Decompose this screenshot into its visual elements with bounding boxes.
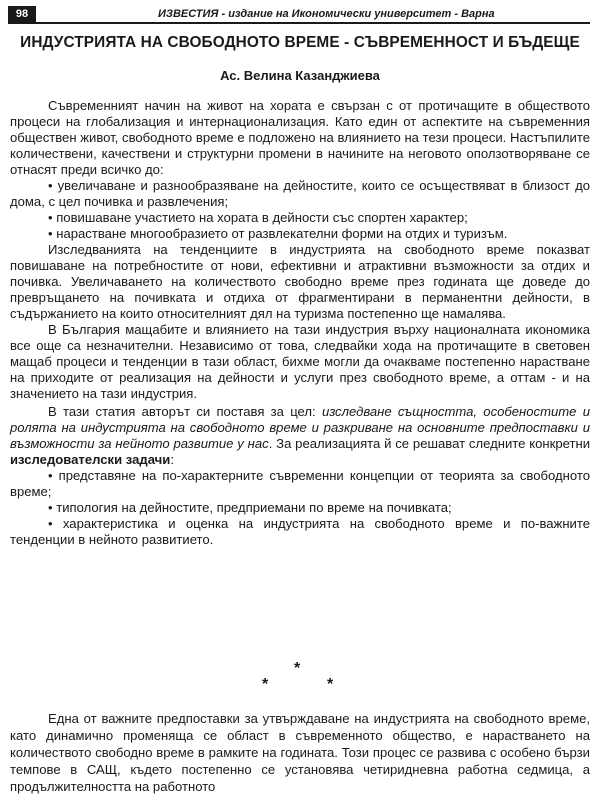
article-author: Ас. Велина Казанджиева [220,68,380,83]
article-body [10,98,590,548]
section-divider [0,660,600,693]
bullet-item: • нарастване многообразието от развлекателни форми на отдих и туризъм. [48,226,508,241]
aim-end: : [170,452,174,467]
article-continuation [10,710,590,795]
article-title: ИНДУСТРИЯТА НА СВОБОДНОТО ВРЕМЕ - СЪВРЕМЕННОСТ И БЪДЕЩЕ [20,34,580,51]
aim-lead: В тази статия авторът си поставя за цел: [48,404,322,419]
paragraph-trends: Изследванията на тенденциите в индустрията на свободното време показват повишаване на потребностите от нови, ефективни и атрактивни възможности за отдих и почивка. Увеличаването на количеството свободно време през годината ще доведе до превръщането на почивката и отдиха от фрагментирани в перманентни дейности, в съдържанието на които относителният дял на туризма постепенно ще намалява. [10,242,590,321]
bullet-item: • увеличаване и разнообразяване на дейностите, които се осъществяват в близост до дома, с цел почивка и развлечения; [10,178,590,209]
asterisk-top: * [294,660,301,677]
asterisk-left: * [262,676,269,693]
bullet-item: • характеристика и оценка на индустрията на свободното време и по-важните тенденции в нейното развитието. [10,516,590,547]
journal-running-head: ИЗВЕСТИЯ - издание на Икономически университет - Варна [158,8,495,20]
running-header [8,6,590,24]
bullet-item: • типология на дейностите, предприемани по време на почивката; [48,500,452,515]
bullet-item: • представяне на по-характерните съвременни концепции от теорията за свободното време; [10,468,590,499]
asterisk-right: * [327,676,334,693]
aim-mid: . За реализацията й се решават следните конкретни [268,436,591,451]
aim-bold: изследователски задачи [10,452,171,467]
paragraph-bulgaria: В България мащабите и влиянието на тази индустрия върху националната икономика все още са незначителни. Независимо от това, следвайки хода на протичащите в световен мащаб процеси и тенденции в тази област, бихме могли да очакваме постепенно нарастване на приходите от реализация на дейности и услуги през свободното време, а оттам - и на значението на тази индустрия. [10,322,590,401]
paragraph-free-time: Една от важните предпоставки за утвърждаване на индустрията на свободното време, като динамично променяща се област в съвременното общество, е нарастването на количеството свободно време в рамките на годината. Този процес се развива с особено бързи темпове в САЩ, където постепенно се установява четиридневна работна седмица, а продължителността на работното [10,711,590,794]
bullet-item: • повишаване участието на хората в дейности със спортен характер; [48,210,468,225]
paragraph-aim [10,404,590,468]
page-number: 98 [8,6,36,22]
paragraph-intro: Съвременният начин на живот на хората е свързан с от протичащите в обществото процеси на глобализация и интернационализация. Като един от аспектите на съвременния обществен живот, свободното време е подложено на влиянието на тези процеси. Настъпилите количествени, качествени и структурни промени в начините на неговото оползотворяване се отнасят преди всичко до: [10,98,590,177]
aim-italic: изследване същността, особеностите и ролята на индустрията на свободното време и разкриване на основните предпоставки и възможности за нейното развитие у нас [10,404,590,451]
